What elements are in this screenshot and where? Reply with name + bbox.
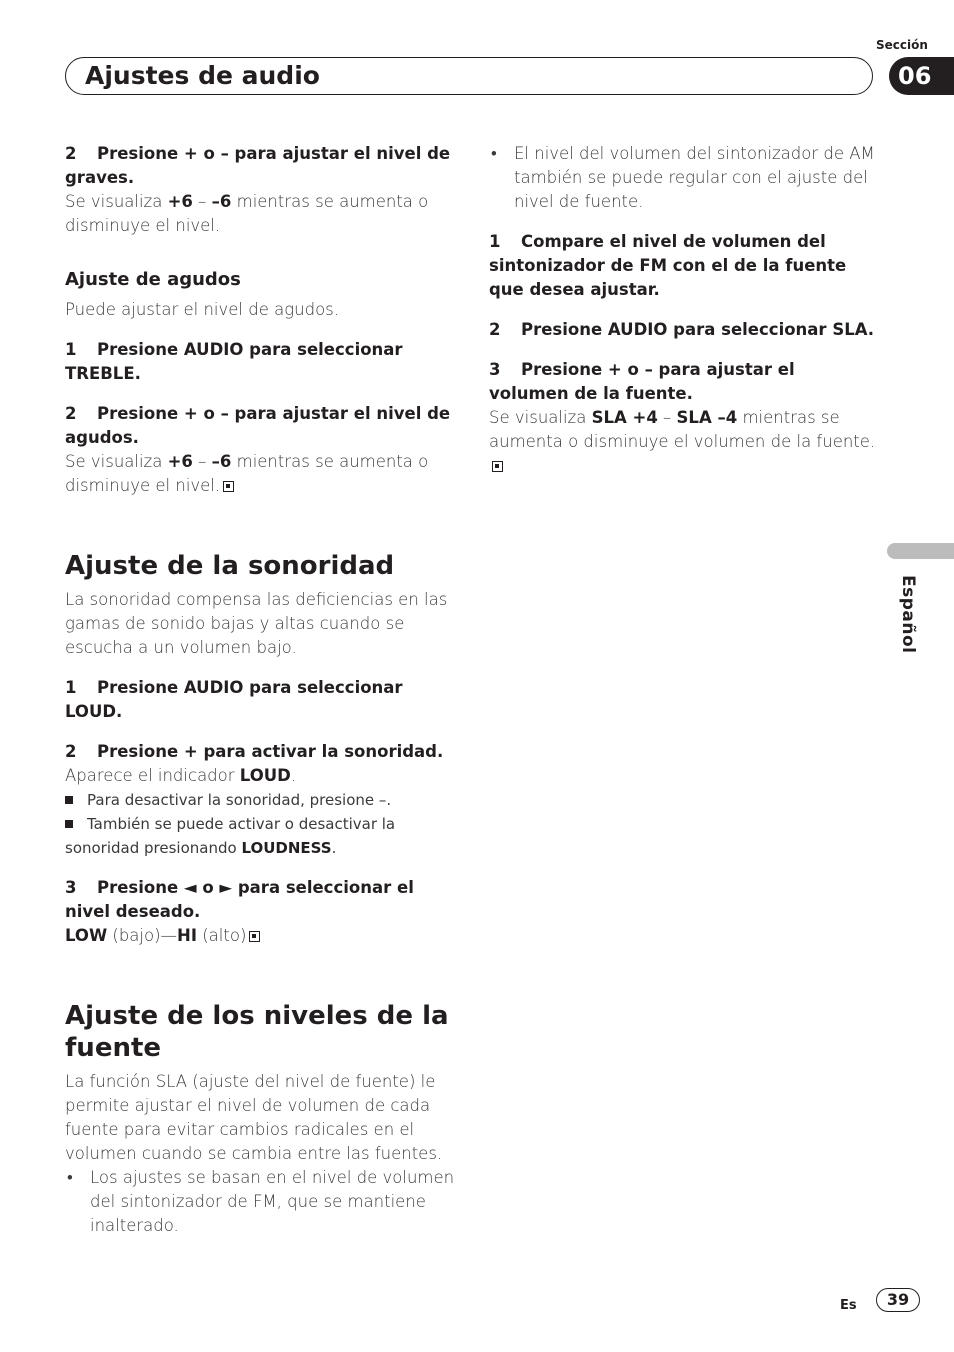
section-label: Sección [876,38,928,52]
sla-bullet-2: • El nivel del volumen del sintonizador de AM también se puede regular con el ajuste del nivel de fuente. [491,144,875,211]
end-mark-icon [492,461,503,472]
left-column [65,142,457,1238]
language-code: Es [840,1298,857,1313]
sla-bullet-1: • Los ajustes se basan en el nivel de volumen del sintonizador de FM, que se mantiene inalterado. [67,1168,455,1235]
language-tab [887,543,954,559]
treble-intro: Puede ajustar el nivel de agudos. [65,300,340,319]
right-column [489,142,877,478]
loudness-step-1: 1 Presione AUDIO para seleccionar LOUD. [65,678,403,721]
treble-heading: Ajuste de agudos [65,269,241,290]
loudness-step-3: 3 Presione ◄ o ► para seleccionar el nivel deseado. [65,878,414,921]
page-title: Ajustes de audio [85,61,320,90]
end-mark-icon [223,481,234,492]
loudness-heading: Ajuste de la sonoridad [65,551,395,581]
loudness-step-3-desc: LOW (bajo)—HI (alto) [65,924,457,948]
page-number: 39 [876,1288,920,1312]
note-square-icon [65,796,73,804]
treble-step-2: 2 Presione + o – para ajustar el nivel de agudos. [65,404,451,447]
sla-intro: La función SLA (ajuste del nivel de fuente) le permite ajustar el nivel de volumen de cada fuente para evitar cambios radicales en el volumen cuando se cambia entre las fuentes. [65,1072,443,1163]
note-square-icon [65,820,73,828]
treble-step-2-desc: Se visualiza +6 – –6 mientras se aumenta o disminuye el nivel. [65,452,429,495]
end-mark-icon [249,931,260,942]
section-number-badge: 06 [889,57,954,95]
bullet-icon: • [491,144,497,163]
sla-heading: Ajuste de los niveles de la fuente [65,1001,449,1063]
loudness-note-2: También se puede activar o desactivar la sonoridad presionando LOUDNESS. [65,815,396,857]
language-label: Español [898,575,918,654]
bass-step-2: 2 Presione + o – para ajustar el nivel de graves. [65,144,451,187]
bullet-icon: • [67,1168,73,1187]
loudness-note-1: Para desactivar la sonoridad, presione –. [65,788,457,812]
treble-step-1: 1 Presione AUDIO para seleccionar TREBLE. [65,340,403,383]
loudness-step-2-desc: Aparece el indicador LOUD. [65,766,297,785]
sla-step-3: 3 Presione + o – para ajustar el volumen de la fuente. [489,360,795,403]
sla-step-1: 1 Compare el nivel de volumen del sintonizador de FM con el de la fuente que desea ajustar. [489,232,847,299]
bass-step-2-desc: Se visualiza +6 – –6 mientras se aumenta o disminuye el nivel. [65,192,429,235]
sla-step-2: 2 Presione AUDIO para seleccionar SLA. [489,320,875,339]
sla-step-3-desc: Se visualiza SLA +4 – SLA –4 mientras se aumenta o disminuye el volumen de la fuente. [489,406,877,478]
loudness-intro: La sonoridad compensa las deficiencias en las gamas de sonido bajas y altas cuando se escucha a un volumen bajo. [65,590,448,657]
loudness-step-2: 2 Presione + para activar la sonoridad. [65,742,444,761]
